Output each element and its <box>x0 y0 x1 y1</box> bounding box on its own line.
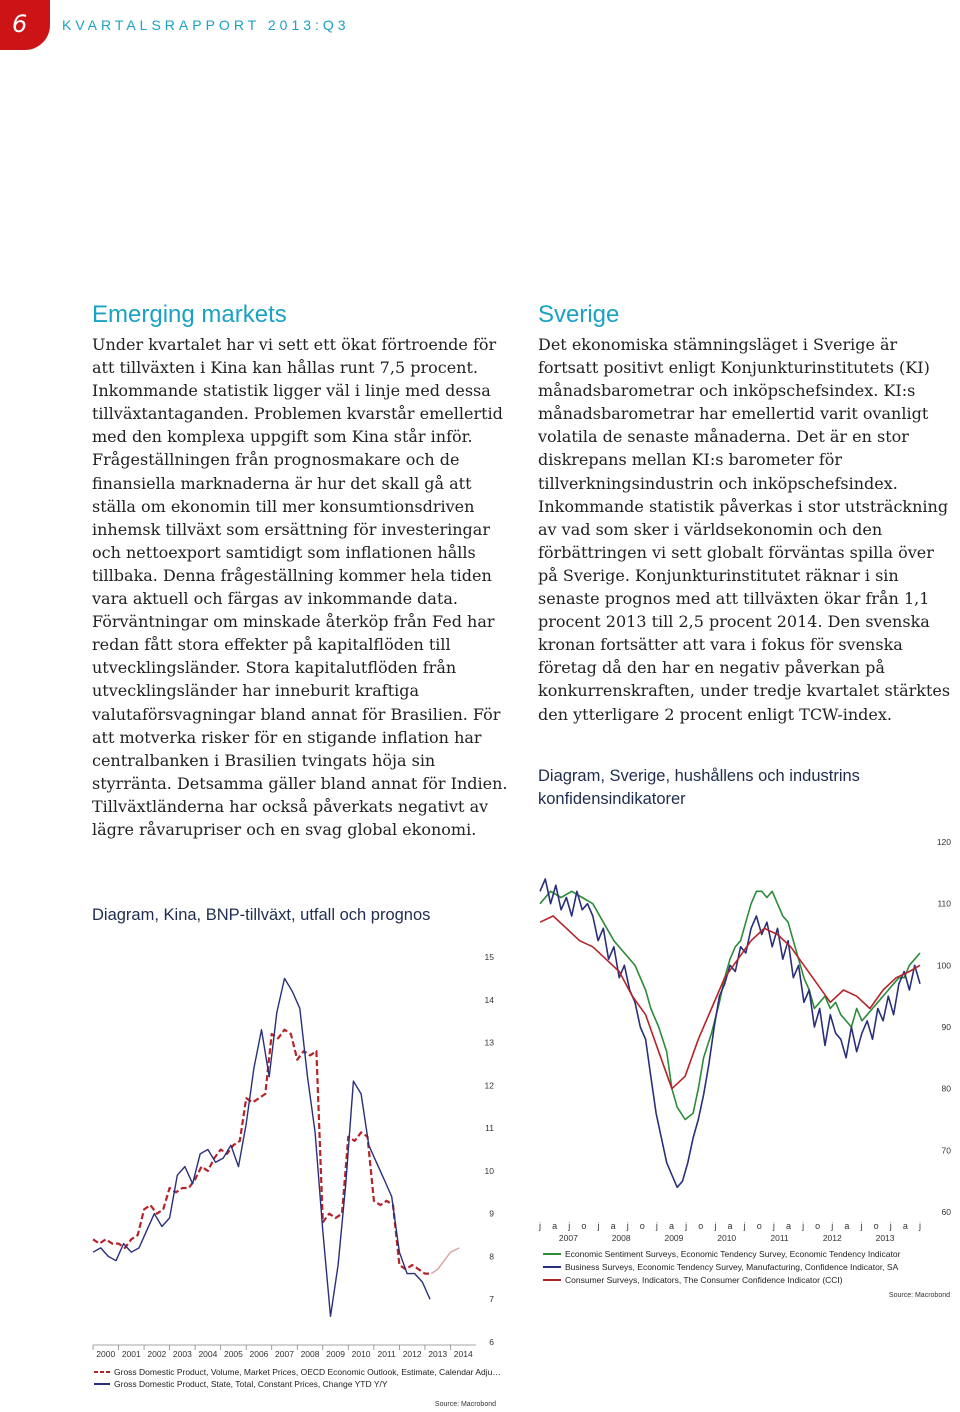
x-month-label: j <box>889 1221 892 1231</box>
sverige-body: Det ekonomiska stämningsläget i Sverige är fortsatt positivt enligt Konjunkturinstitutets (KI) månadsbarometrar och inköpschefsindex. KI:s månadsbarometrar har emellertid varit ovanligt volatila de senaste månaderna. Det är en stor diskrepans mellan KI:s barometer för tillverkningsindustrin och inköpschefsindex. Inkommande statistik påverkas i stor utsträckning av vad som sker i världsekonomin och den förbättringen vi sett globalt förväntas spilla över på Sverige. Konjunkturinstitutet räknar i sin senaste prognos med att tillväxten ökar från 1,1 procent 2013 till 2,5 procent 2014. Den svenska kronan fortsätter att vara i fokus för svenska företag då den har en negativ påverkan på konkurrenskraften, under tredje kvartalet stärktes den ytterligare 2 procent enligt TCW-index. <box>538 335 951 724</box>
legend-label: Consumer Surveys, Indicators, The Consumer Confidence Indicator (CCI) <box>565 1275 843 1285</box>
series-line <box>540 891 920 1119</box>
x-month-label: j <box>831 1221 834 1231</box>
y-tick-label: 10 <box>484 1165 494 1176</box>
y-tick-label: 15 <box>484 952 494 962</box>
x-month-label: a <box>669 1221 675 1231</box>
chart-source: Source: Macrobond <box>888 1292 950 1299</box>
x-year-label: 2013 <box>875 1233 895 1243</box>
y-tick-label: 14 <box>484 994 494 1005</box>
x-tick-label: 2005 <box>223 1349 243 1359</box>
x-month-label: o <box>756 1221 762 1231</box>
sweden-confidence-chart <box>535 830 960 1310</box>
x-month-label: j <box>568 1221 571 1231</box>
x-month-label: a <box>785 1221 791 1231</box>
x-month-label: j <box>860 1221 863 1231</box>
x-tick-label: 2012 <box>402 1349 422 1359</box>
emerging-markets-body: Under kvartalet har vi sett ett ökat förtroende för att tillväxten i Kina kan hållas runt 7,5 procent. Inkommande statistik ligger väl i linje med dessa tillväxtantaganden. Problemen kvarstår emellertid med den komplexa uppgift som Kina står inför. Frågeställningen från prognosmakare och de finansiella marknaderna är hur det skall gå att ställa om ekonomin till mer konsumtionsdriven inhemsk tillväxt som ersättning för investeringar och nettoexport samtidigt som inflationen hålls tillbaka. Denna frågeställning kommer hela tiden vara aktuell och färgas av inkommande data. Förväntningar om minskade återköp från Fed har redan fått stora effekter på kapitalflöden till utvecklingsländer. Stora kapitalutflöden från utvecklingsländer har inneburit kraftiga valutaförsvagningar bland annat för Brasilien. För att motverka risker för en stigande inflation har centralbanken i Brasilien tvingats höja sin styrränta. Detsamma gäller bland annat för Indien. Tillväxtländerna har också påverkats negativt av lägre råvarupriser och en svag global ekonomi. <box>92 335 508 839</box>
x-year-label: 2007 <box>558 1233 578 1243</box>
series-line <box>540 916 920 1089</box>
legend-label: Economic Sentiment Surveys, Economic Tendency Survey, Economic Tendency Indicator <box>565 1249 901 1259</box>
page-number-badge <box>0 0 50 50</box>
x-month-label: j <box>539 1221 541 1231</box>
x-tick-label: 2014 <box>453 1349 473 1359</box>
x-month-label: j <box>685 1221 688 1231</box>
x-year-label: 2008 <box>611 1233 631 1243</box>
forecast-line <box>431 1248 459 1274</box>
x-tick-label: 2010 <box>351 1349 371 1359</box>
x-month-label: a <box>610 1221 616 1231</box>
x-month-label: a <box>902 1221 908 1231</box>
legend-label: Gross Domestic Product, State, Total, Constant Prices, Change YTD Y/Y <box>114 1379 388 1389</box>
x-year-label: 2011 <box>770 1233 789 1243</box>
legend-label: Business Surveys, Economic Tendency Survey, Manufacturing, Confidence Indicator, SA <box>565 1262 899 1272</box>
x-tick-label: 2007 <box>275 1349 294 1359</box>
x-tick-label: 2009 <box>326 1349 346 1359</box>
x-year-label: 2009 <box>664 1233 684 1243</box>
y-tick-label: 120 <box>936 837 951 847</box>
y-tick-label: 9 <box>489 1208 494 1219</box>
x-month-label: o <box>639 1221 645 1231</box>
x-month-label: a <box>844 1221 850 1231</box>
x-year-label: 2010 <box>717 1233 737 1243</box>
china-chart-caption: Diagram, Kina, BNP-tillväxt, utfall och prognos <box>92 906 431 924</box>
y-tick-label: 110 <box>937 898 951 909</box>
x-tick-label: 2000 <box>96 1349 116 1359</box>
y-tick-label: 100 <box>936 960 951 971</box>
series-line <box>540 879 920 1187</box>
x-tick-label: 2011 <box>377 1349 396 1359</box>
x-month-label: o <box>873 1221 879 1231</box>
x-month-label: j <box>772 1221 775 1231</box>
emerging-markets-heading: Emerging markets <box>92 301 287 328</box>
page-number: 6 <box>12 10 28 38</box>
series-line <box>93 978 430 1316</box>
x-tick-label: 2006 <box>249 1349 269 1359</box>
x-month-label: j <box>626 1221 629 1231</box>
x-month-label: o <box>815 1221 821 1231</box>
x-month-label: j <box>802 1221 805 1231</box>
y-tick-label: 6 <box>489 1337 494 1347</box>
x-month-label: o <box>698 1221 704 1231</box>
x-tick-label: 2004 <box>198 1349 218 1359</box>
x-tick-label: 2008 <box>300 1349 320 1359</box>
chart-source: Source: Macrobond <box>434 1401 496 1408</box>
x-month-label: a <box>552 1221 558 1231</box>
y-tick-label: 8 <box>489 1251 494 1262</box>
y-tick-label: 60 <box>941 1207 951 1217</box>
report-title: KVARTALSRAPPORT 2013:Q3 <box>62 17 350 33</box>
x-month-label: j <box>655 1221 658 1231</box>
china-gdp-chart <box>88 945 513 1412</box>
x-month-label: j <box>743 1221 746 1231</box>
sweden-chart-caption: Diagram, Sverige, hushållens och industrins konfidensindikatorer <box>538 767 860 808</box>
sverige-heading: Sverige <box>538 301 620 328</box>
y-tick-label: 11 <box>485 1123 494 1134</box>
x-tick-label: 2013 <box>428 1349 448 1359</box>
x-month-label: j <box>597 1221 600 1231</box>
y-tick-label: 80 <box>941 1083 951 1094</box>
x-month-label: o <box>581 1221 587 1231</box>
x-month-label: j <box>919 1221 921 1231</box>
y-tick-label: 13 <box>484 1037 494 1048</box>
y-tick-label: 90 <box>941 1022 951 1032</box>
x-tick-label: 2003 <box>172 1349 192 1359</box>
y-tick-label: 7 <box>489 1294 494 1305</box>
x-month-label: j <box>714 1221 717 1231</box>
x-tick-label: 2002 <box>147 1349 167 1359</box>
y-tick-label: 12 <box>484 1080 494 1091</box>
y-tick-label: 70 <box>941 1145 951 1156</box>
legend-label: Gross Domestic Product, Volume, Market Prices, OECD Economic Outlook, Estimate, Calendar Adju… <box>114 1367 501 1377</box>
x-month-label: a <box>727 1221 733 1231</box>
x-tick-label: 2001 <box>121 1349 141 1359</box>
x-year-label: 2012 <box>822 1233 842 1243</box>
